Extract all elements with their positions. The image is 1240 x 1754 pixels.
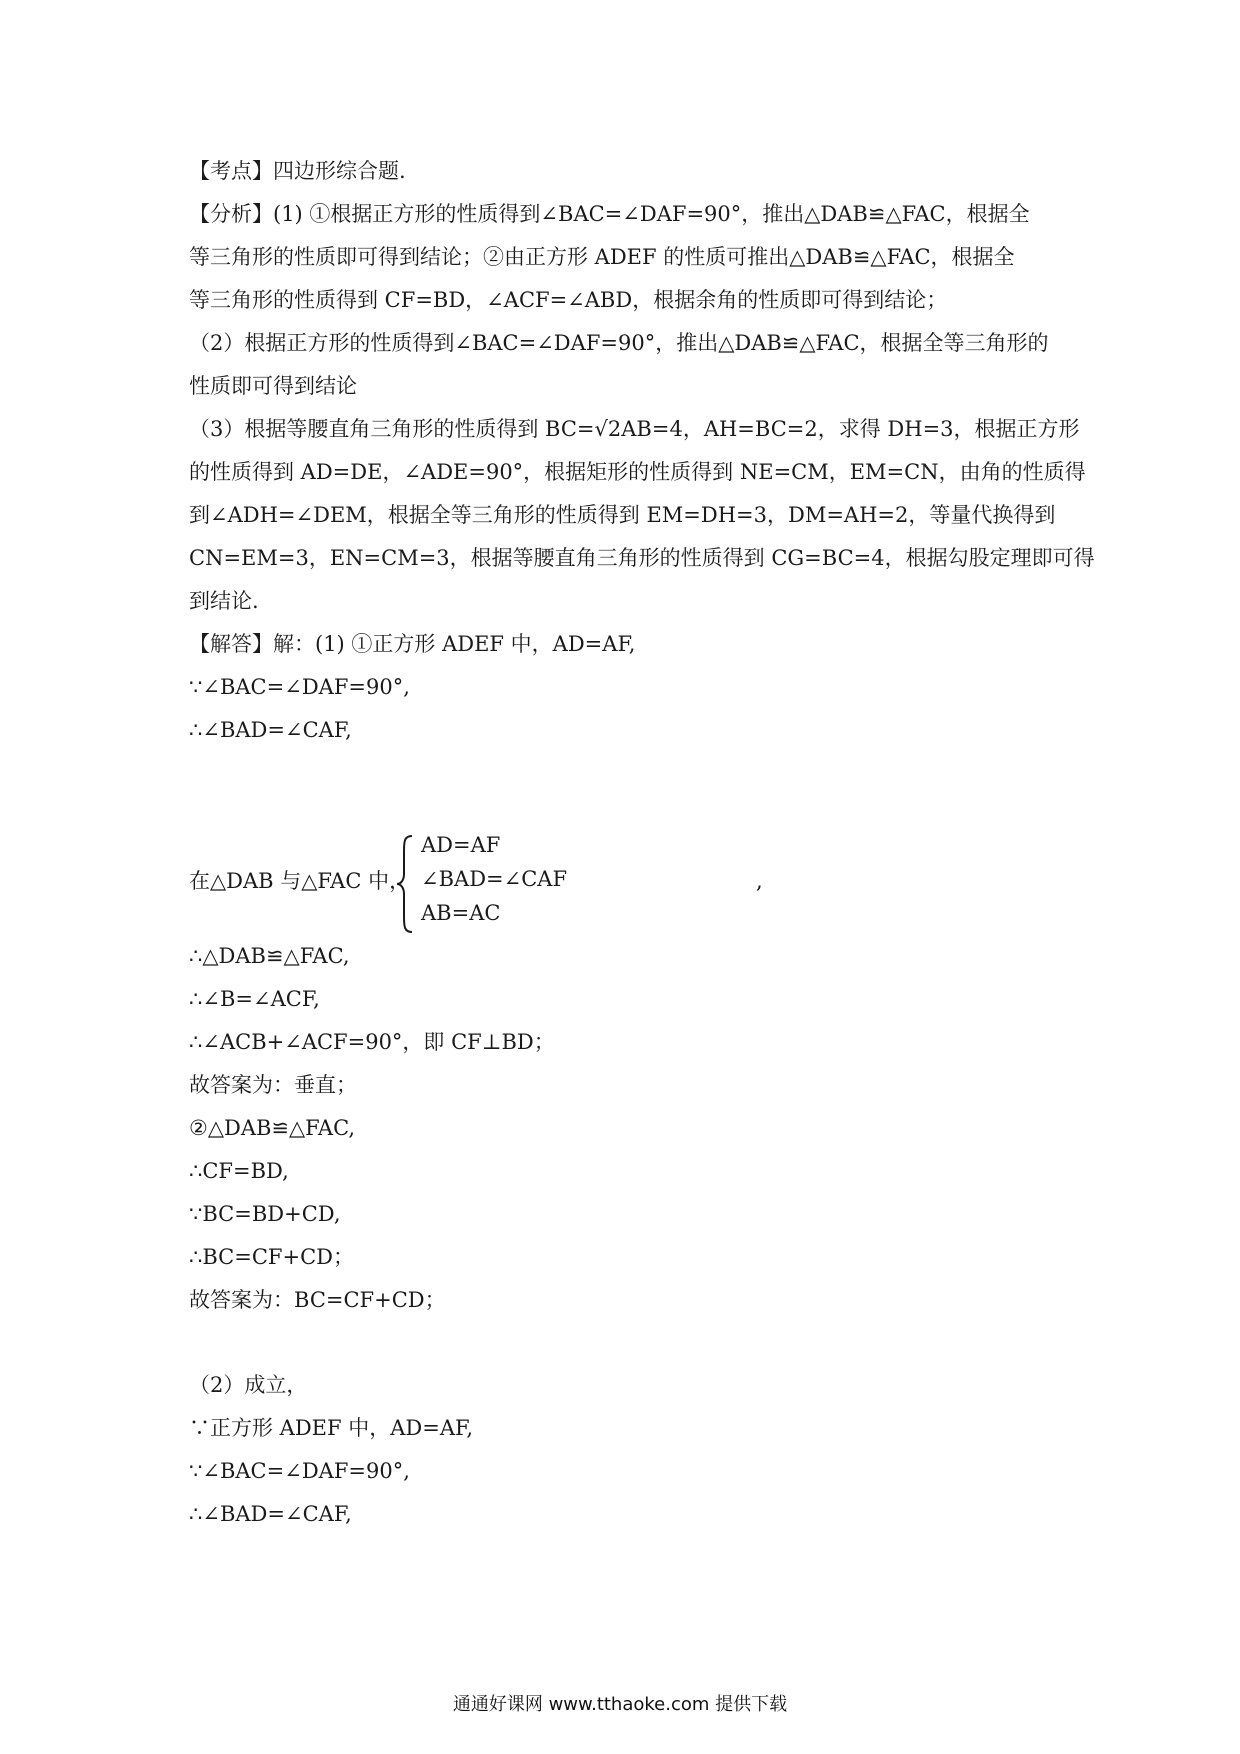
equation-item: AB=AC xyxy=(421,901,501,925)
footer-text: 通通好课网 www.tthaoke.com 提供下载 xyxy=(452,1694,788,1715)
text-line: （2）成立， xyxy=(189,1373,308,1397)
text-line: 【考点】四边形综合题. xyxy=(189,159,406,183)
text-line: ∵∠BAC=∠DAF=90°, xyxy=(189,675,410,699)
text-line: ∴BC=CF+CD； xyxy=(189,1245,354,1269)
left-brace-icon xyxy=(394,834,416,934)
text-line: （3）根据等腰直角三角形的性质得到 BC=√2AB=4，AH=BC=2，求得 DH=3，根据正方形 xyxy=(189,417,1080,441)
equation-system xyxy=(189,828,889,938)
text-line: ∴∠BAD=∠CAF, xyxy=(189,718,352,742)
text-line: 故答案为：垂直； xyxy=(189,1073,357,1097)
text-line: ∴△DAB≌△FAC, xyxy=(189,944,350,968)
text-line: 等三角形的性质得到 CF=BD，∠ACF=∠ABD，根据余角的性质即可得到结论； xyxy=(189,288,948,312)
text-line: ∴∠B=∠ACF, xyxy=(189,987,320,1011)
text-line: 到∠ADH=∠DEM，根据全等三角形的性质得到 EM=DH=3，DM=AH=2，等量代换得到 xyxy=(189,503,1056,527)
text-line: ∴∠ACB+∠ACF=90°，即 CF⊥BD； xyxy=(189,1030,555,1054)
text-line: CN=EM=3，EN=CM=3，根据等腰直角三角形的性质得到 CG=BC=4，根据勾股定理即可得 xyxy=(189,546,1095,570)
text-line: 等三角形的性质即可得到结论；②由正方形 ADEF 的性质可推出△DAB≌△FAC，根据全 xyxy=(189,245,1015,269)
equation-system-items xyxy=(421,828,567,930)
text-line: ∵正方形 ADEF 中，AD=AF, xyxy=(189,1416,473,1440)
text-line: 的性质得到 AD=DE，∠ADE=90°，根据矩形的性质得到 NE=CM，EM=CN，由角的性质得 xyxy=(189,460,1086,484)
text-line: ∴∠BAD=∠CAF, xyxy=(189,1502,352,1526)
text-line: 【解答】解：(1) ①正方形 ADEF 中，AD=AF, xyxy=(189,632,636,656)
text-line: ∵∠BAC=∠DAF=90°, xyxy=(189,1459,410,1483)
text-line: 到结论. xyxy=(189,589,259,613)
text-line: 性质即可得到结论 xyxy=(189,374,357,398)
text-line: ∴CF=BD, xyxy=(189,1159,289,1183)
equation-system-trailing: , xyxy=(756,869,763,893)
equation-item: AD=AF xyxy=(421,833,501,857)
text-line: （2）根据正方形的性质得到∠BAC=∠DAF=90°，推出△DAB≌△FAC，根据全等三角形的 xyxy=(189,331,1049,355)
text-line: 故答案为：BC=CF+CD； xyxy=(189,1288,446,1312)
text-line: ∵BC=BD+CD, xyxy=(189,1202,341,1226)
text-line: ②△DAB≌△FAC, xyxy=(189,1116,356,1140)
equation-item: ∠BAD=∠CAF xyxy=(421,867,568,891)
equation-system-label: 在△DAB 与△FAC 中， xyxy=(189,869,411,893)
text-line: 【分析】(1) ①根据正方形的性质得到∠BAC=∠DAF=90°，推出△DAB≌△FAC，根据全 xyxy=(189,202,1030,226)
